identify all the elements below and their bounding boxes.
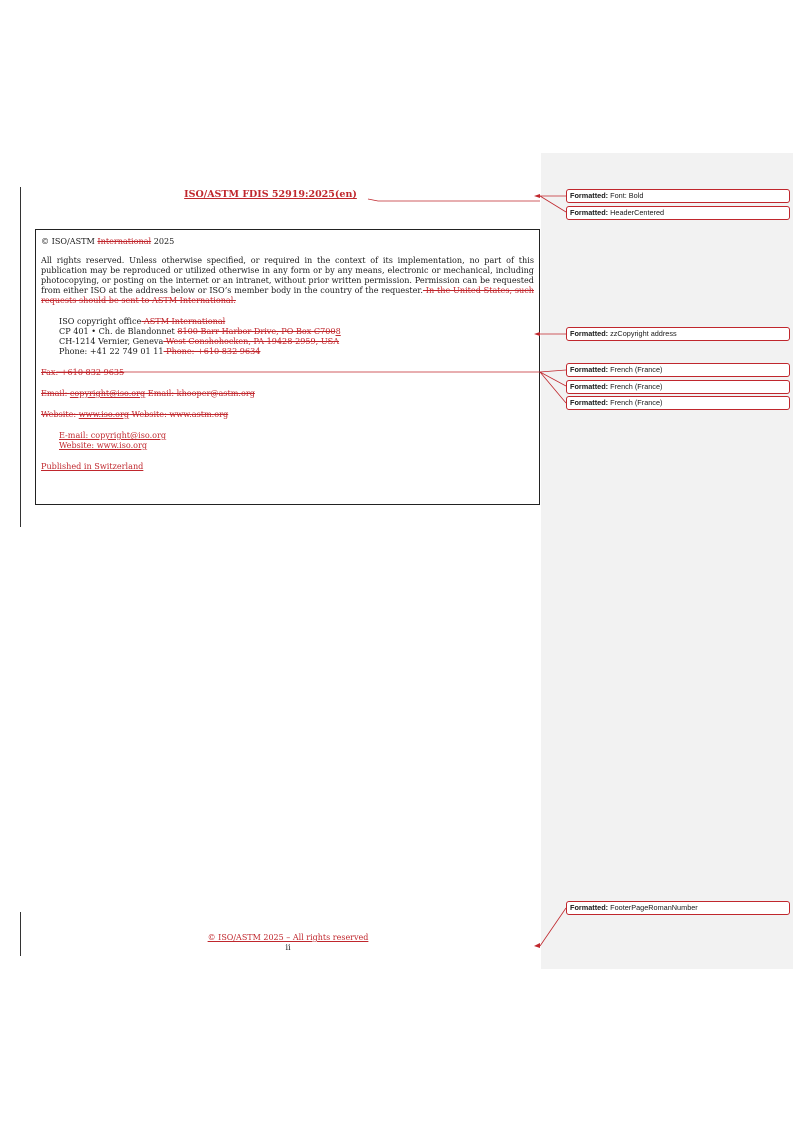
website-link[interactable]: Website: www.iso.org: [59, 440, 148, 450]
comment-value: FooterPageRomanNumber: [608, 903, 698, 912]
address-city: CH-1214 Vernier, Geneva: [59, 336, 164, 346]
connector-line: [540, 908, 566, 946]
comment-value: zzCopyright address: [608, 329, 677, 338]
deleted-text: www.iso.org: [78, 409, 130, 419]
deleted-text: West Conshohocken, PA 19428-2959, USA: [163, 336, 340, 346]
page-number: ii: [285, 943, 291, 952]
comment-label: Formatted:: [570, 208, 609, 217]
comment-label: Formatted:: [570, 329, 609, 338]
copyright-year: 2025: [151, 236, 175, 246]
connector-arrow: [534, 194, 540, 198]
comment-balloon[interactable]: [566, 327, 790, 341]
comment-label: Formatted:: [570, 398, 609, 407]
connector-arrow: [534, 943, 540, 948]
address-phone: Phone: +41 22 749 01 11: [59, 346, 164, 356]
copyright-prefix: © ISO/ASTM: [41, 236, 98, 246]
address-street: CP 401 • Ch. de Blandonnet: [59, 326, 178, 336]
comment-value: Font: Bold: [608, 191, 644, 200]
connector-arrow: [534, 332, 540, 336]
deleted-text: Phone: +610 832 9634: [163, 346, 261, 356]
deleted-text: Website:: [41, 409, 79, 419]
comment-value: French (France): [608, 365, 663, 374]
comment-balloon[interactable]: [566, 396, 790, 410]
footer-copyright: © ISO/ASTM 2025 – All rights reserved: [207, 933, 369, 942]
email-link[interactable]: E-mail: copyright@iso.org: [59, 430, 167, 440]
connector-line: [368, 199, 540, 201]
inserted-text: 8: [335, 326, 341, 336]
comment-balloon[interactable]: [566, 189, 790, 203]
comment-value: French (France): [608, 398, 663, 407]
comment-balloon[interactable]: [566, 206, 790, 220]
connector-line: [540, 370, 566, 372]
header-doc-id: ISO/ASTM FDIS 52919:2025(en): [184, 189, 357, 200]
connector-line: [540, 196, 566, 212]
comment-balloon[interactable]: [566, 380, 790, 394]
connector-line: [540, 372, 566, 403]
deleted-text: Email:: [41, 388, 70, 398]
deleted-text: Email: khooper@astm.org: [145, 388, 255, 398]
comment-label: Formatted:: [570, 382, 609, 391]
comment-value: French (France): [608, 382, 663, 391]
deleted-text: In the United States, such requests should be sent to ASTM International.: [41, 285, 534, 305]
rights-text: All rights reserved. Unless otherwise specified, or required in the context of its implementation, no part of this publication may be reproduced or utilized otherwise in any form or by any means, electronic or mechanical, including photocopying, or posting on the internet or an intranet, without prior written permission. Permission can be requested from either ISO at the address below or ISO’s member body in the country of the requester.: [41, 255, 534, 295]
comment-label: Formatted:: [570, 365, 609, 374]
comment-label: Formatted:: [570, 903, 609, 912]
comment-label: Formatted:: [570, 191, 609, 200]
address-office: ISO copyright office: [59, 316, 142, 326]
comment-balloon[interactable]: [566, 363, 790, 377]
deleted-text: International: [97, 236, 152, 246]
published-line: Published in Switzerland: [41, 461, 144, 471]
deleted-text: copyright@iso.org: [69, 388, 146, 398]
connector-line: [540, 372, 566, 386]
deleted-text: Website: www.astm.org: [129, 409, 229, 419]
comment-value: HeaderCentered: [608, 208, 665, 217]
deleted-text: ASTM International: [141, 316, 226, 326]
deleted-fax: Fax: +610 832 9635: [41, 367, 125, 377]
comment-balloon[interactable]: [566, 901, 790, 915]
deleted-text: 8100 Barr Harbor Drive, PO Box C700: [177, 326, 336, 336]
